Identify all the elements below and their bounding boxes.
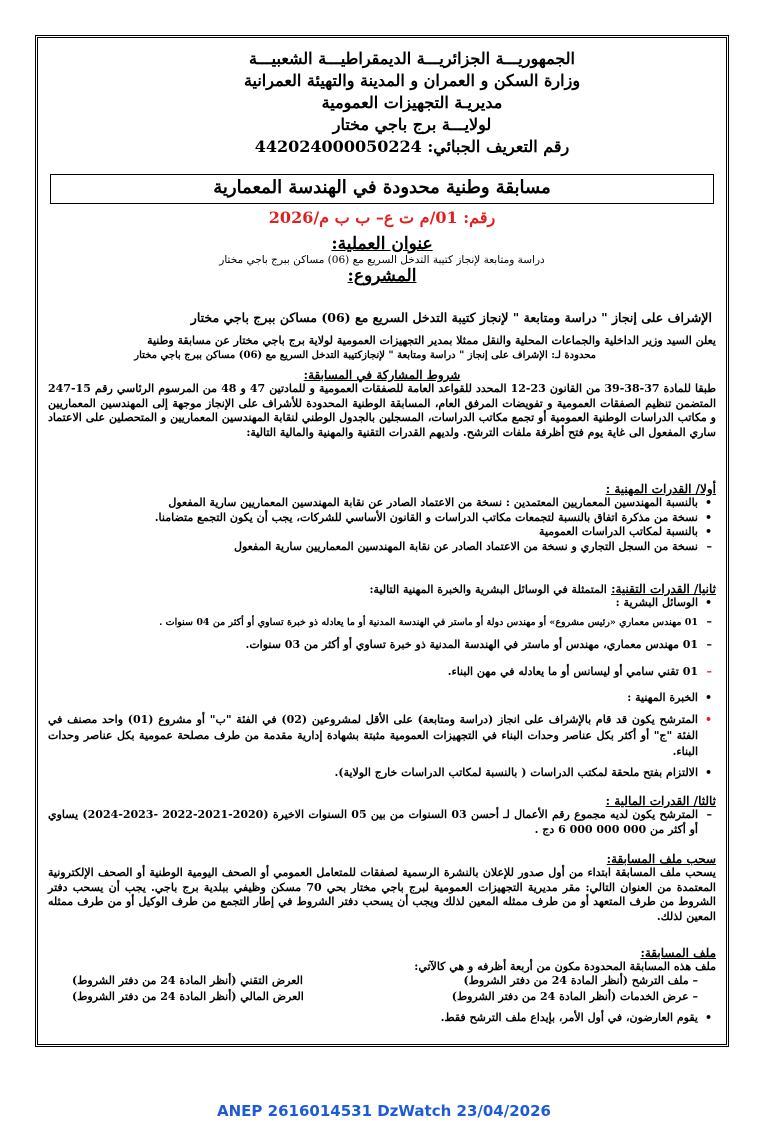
list-item: • الالتزام بفتح ملحقة لمكتب الدراسات ( بالنسبة لمكاتب الدراسات خارج الولاية). — [334, 765, 712, 779]
technical-section — [48, 582, 716, 780]
professional-section — [48, 482, 716, 554]
announcement — [48, 334, 716, 363]
conditions-heading: شروط المشاركة في المسابقة: — [303, 368, 461, 382]
announcement-line1: يعلن السيد وزير الداخلية والجماعات المحلية والنقل ممثلا بمدير التجهيزات العمومية لولاية برج باجي مختار عن مسابقة وطنية — [147, 334, 716, 347]
list-item: • المترشح يكون قد قام بالإشراف على انجاز (دراسة ومتابعة) على الأقل لمشروعين (02) في الفئة "ب" أو مشروع (01) واحد مصنف في الفئة "ج" أو أكثر بكل عناصر وحدات البناء في التجهيزات العمومية مثبتة بشهادة إدارية مقدمة من طرف مصلحة عمومية بكل عناصر وحدات البناء. — [48, 712, 712, 758]
header-republic: الجمهوريـــة الجزائريـــة الديمقراطيـــة الشعبيـــة — [249, 49, 575, 68]
operation-heading: عنوان العملية: — [331, 234, 433, 254]
project-heading: المشروع: — [347, 266, 417, 286]
list-item: • الخبرة المهنية : — [627, 691, 712, 704]
file-intro: ملف هذه المسابقة المحدودة مكون من أربعة أظرفه و هي كالآتي: — [414, 960, 716, 973]
header-directorate: مديريـة التجهيزات العمومية — [321, 93, 503, 112]
list-item: – 01 مهندس معماري، مهندس أو ماستر في الهندسة المدنية ذو خبرة تساوي أو أكثر من 03 سنوات. — [245, 638, 712, 651]
professional-heading: أولا/ القدرات المهنية : — [605, 482, 716, 496]
withdrawal-section — [48, 852, 716, 924]
publication-footer: ANEP 2616014531 DzWatch 23/04/2026 — [217, 1102, 551, 1120]
operation-text: دراسة ومتابعة لإنجاز كتيبة التدخل السريع مع (06) مساكن ببرج باجي مختار — [219, 254, 545, 266]
list-item: – 01 مهندس معماري «رئيس مشروع» أو مهندس دولة أو ماستر في الهندسة المدنية أو ما يعادله ذو خبرة تساوي أو أكثر من 04 سنوات . — [159, 614, 712, 628]
list-item: – نسخة من السجل التجاري و نسخة من الاعتماد الصادر عن نقابة المهندسين المعماريين سارية المفعول — [233, 539, 712, 553]
conditions-section — [48, 368, 716, 440]
list-item: • بالنسبة لمكاتب الدراسات العمومية — [539, 525, 712, 538]
header-wilaya: لولايـــة برج باجي مختار — [332, 115, 492, 134]
list-item: • نسخة من مذكرة اتفاق بالنسبة لتجمعات مكاتب الدراسات و القانون الأساسي للشركات، يجب أن يكون التجمع متضامنا. — [154, 510, 712, 524]
list-item: • بالنسبة المهندسين المعماريين المعتمدين : نسخة من الاعتماد الصادر عن نقابة المهندسين المعماريين سارية المفعول — [168, 496, 712, 509]
financial-section — [48, 794, 716, 837]
file-heading: ملف المسابقة: — [640, 946, 716, 960]
header-tax-id: رقم التعريف الجبائي: 442024000050224 — [254, 137, 570, 156]
file-section — [48, 946, 716, 1026]
financial-heading: ثالثا/ القدرات المالية : — [605, 794, 716, 808]
project-text: الإشراف على إنجاز " دراسة ومتابعة " لإنجاز كتيبة التدخل السريع مع (06) مساكن ببرج باجي مختار — [190, 310, 712, 325]
list-item: – المترشح يكون لديه مجموع رقم الأعمال لـ أحسن 03 السنوات من بين 05 السنوات الاخيرة (2020-2021-2022 -2023-2024) يساوي أو أكثر من 000 000 000 6 دج . — [48, 808, 712, 836]
file-item: العرض التقني (أنظر المادة 24 من دفتر الشروط) — [72, 974, 303, 987]
header-ministry: وزارة السكن و العمران و المدينة والتهيئة العمرانية — [243, 71, 581, 90]
list-item: – 01 تقني سامي أو ليسانس أو ما يعادله في مهن البناء. — [447, 664, 712, 678]
list-item: • يقوم العارضون، في أول الأمر، بإيداع ملف الترشح فقط. — [440, 1011, 712, 1024]
file-row — [48, 973, 716, 989]
technical-heading: ثانيا/ القدرات التقنية: المتمثلة في الوسائل البشرية والخبرة المهنية التالية: — [369, 582, 716, 596]
file-item: العرض المالي (أنظر المادة 24 من دفتر الشروط) — [72, 990, 304, 1003]
withdrawal-text: يسحب ملف المسابقة ابتداء من أول صدور للإعلان بالنشرة الرسمية لصفقات للمتعامل العمومي أو الصحف اليومية الوطنية أو الصحف الإلكترونية المعتمدة من العنوان التالي: مقر مديرية التجهيزات العمومية لبرج باجي مختار بحي 70 مسكن وظيفي ببلدية برج باجي. يجب أن يسحب دفتر الشروط من طرف المتعهد أو من طرف ممثله المعين لذلك ويجب أن يسحب دفتر الشروط في إطار التجمع من طرف الوكيل أو من طرف ممثله المعين لذلك. — [48, 866, 716, 923]
file-item: – عرض الخدمات (أنظر المادة 24 من دفتر الشروط) — [451, 990, 698, 1003]
conditions-text: طبقا للمادة 37-38-39 من القانون 23-12 المحدد للقواعد العامة للصفقات العمومية و للمادتين 47 و 48 من المرسوم الرئاسي رقم 15-247 المتضمن تنظيم الصفقات العمومية و تفويضات المرفق العام، المسابقة الوطنية المحدودة للأشراف على الإنجاز موجهة إلى المهندسين المعماريين و مكاتب الدراسات الوطنية العمومية أو تجمع مكاتب الدراسات، المسجلين بالجدول الوطني لنقابة المهندسين المعماريين و المتحصلين على الاعتماد ساري المفعول الى غاية يوم فتح أظرفة ملفات الترشح. ولديهم القدرات التقنية والمهنية والمالية التالية: — [48, 382, 716, 439]
file-row — [48, 989, 716, 1005]
document-body — [42, 42, 722, 1040]
operation-section — [42, 234, 722, 286]
reference-number: رقم: 01/م ت ع– ب ب م/2026 — [268, 208, 496, 227]
file-item: – ملف الترشح (أنظر المادة 24 من دفتر الشروط) — [463, 974, 698, 987]
list-item: • الوسائل البشرية : — [615, 596, 712, 609]
withdrawal-heading: سحب ملف المسابقة: — [606, 852, 716, 866]
letterhead — [197, 48, 627, 158]
page-title: مسابقة وطنية محدودة في الهندسة المعمارية — [50, 174, 714, 204]
announcement-line2: محدودة لـ: الإشراف على إنجاز " دراسة ومتابعة " لإنجازكتيبة التدخل السريع مع (06) مساكن ببرج باجي مختار — [134, 349, 596, 361]
